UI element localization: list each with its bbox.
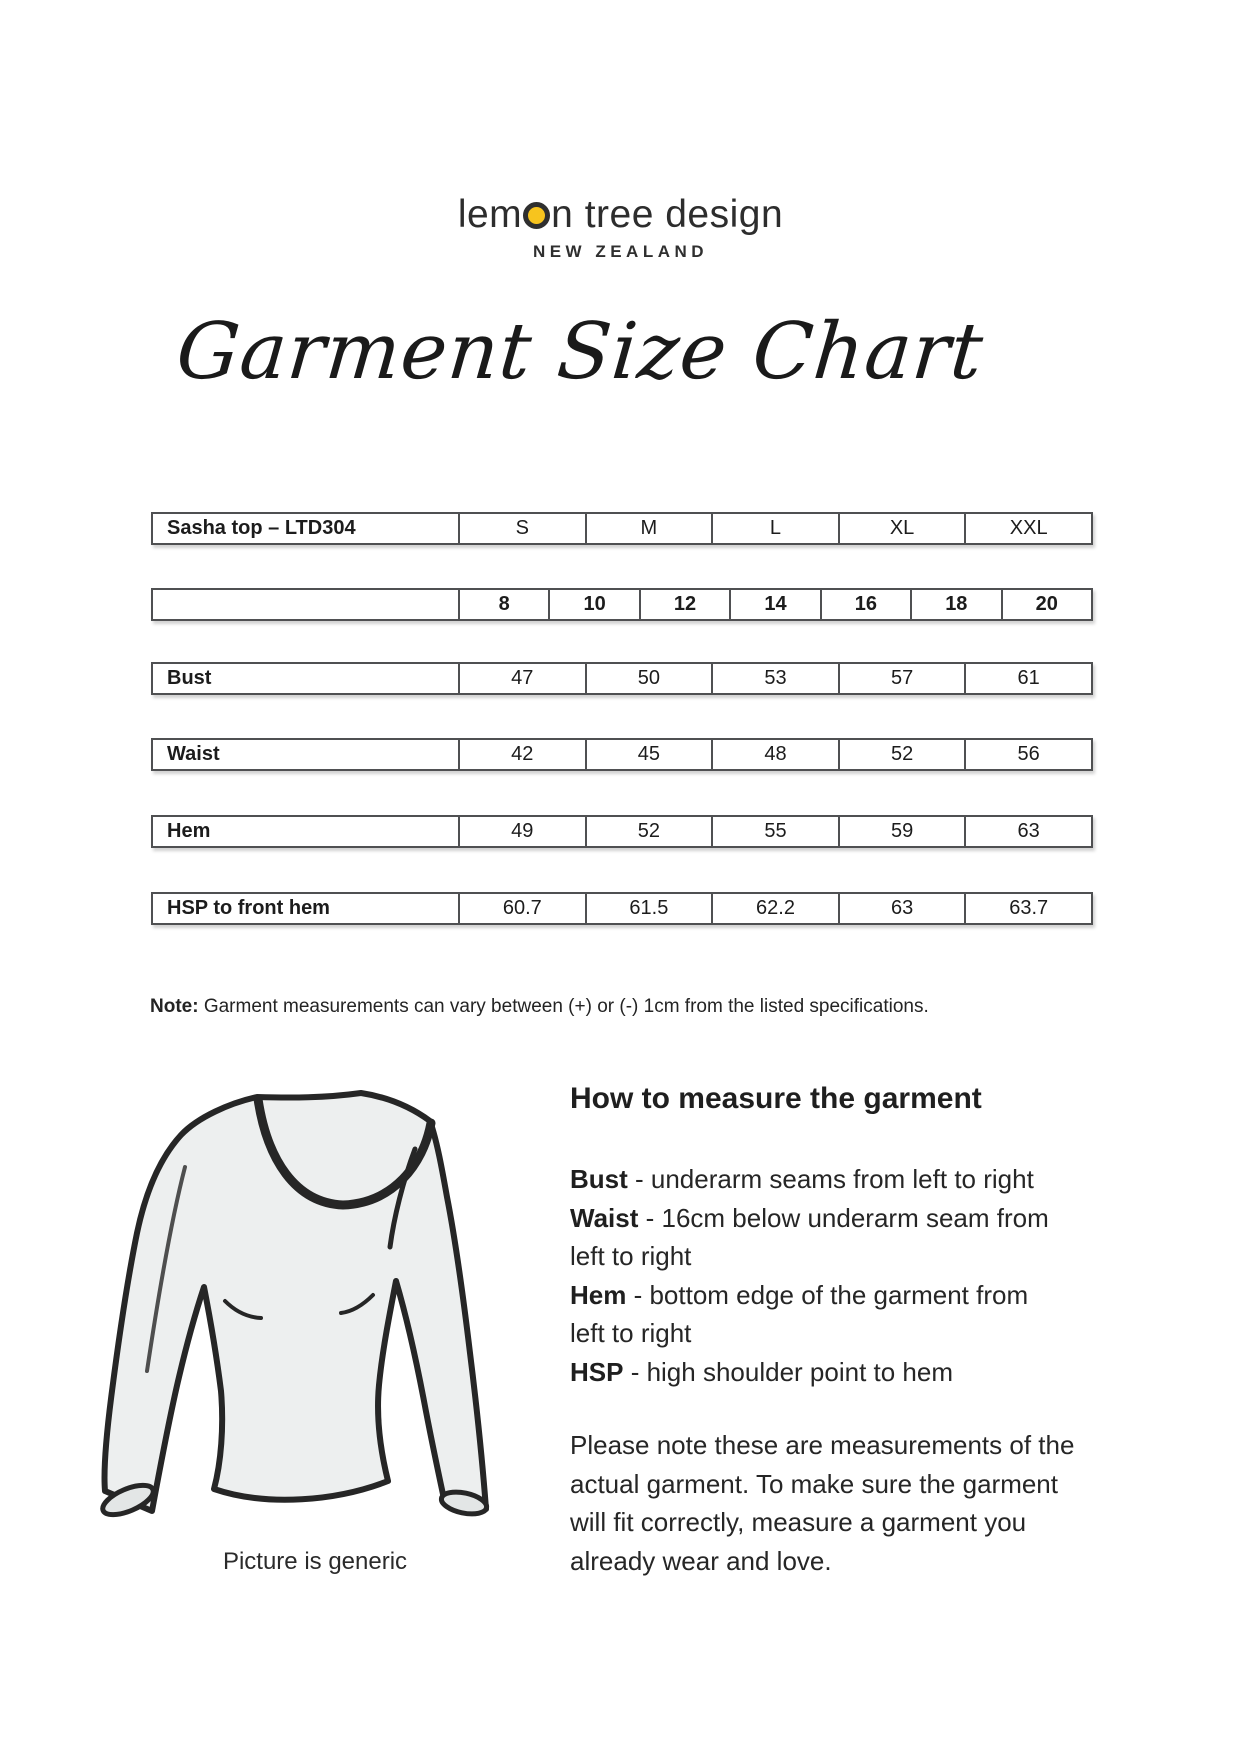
measure-cell: 56	[964, 740, 1091, 769]
tolerance-note	[150, 996, 929, 1018]
paragraph-line: Please note these are measurements of the	[570, 1430, 1075, 1460]
size-cell: XXL	[964, 514, 1091, 543]
measure-row-hsp	[151, 892, 1093, 925]
measure-cell: 50	[585, 664, 712, 693]
measure-label: Hem	[153, 817, 460, 846]
definition-line: left to right	[570, 1241, 692, 1272]
size-cell: 10	[548, 590, 638, 619]
measure-row-bust	[151, 662, 1093, 695]
measure-cell: 55	[711, 817, 838, 846]
how-to-measure-heading: How to measure the garment	[570, 1082, 982, 1115]
measure-cell: 53	[711, 664, 838, 693]
size-cell: L	[711, 514, 838, 543]
measure-cell: 63.7	[964, 894, 1091, 923]
measure-row-hem	[151, 815, 1093, 848]
measure-cell: 42	[511, 743, 534, 765]
brand-logo	[0, 194, 1241, 262]
measure-cell: 62.2	[711, 894, 838, 923]
brand-name	[0, 194, 1241, 237]
measure-cell: 61	[964, 664, 1091, 693]
size-cell: 20	[1001, 590, 1091, 619]
brand-text-pre: lem	[457, 193, 523, 236]
measure-cell: 59	[838, 817, 965, 846]
size-cell: 12	[639, 590, 729, 619]
measure-cell: 57	[838, 664, 965, 693]
measure-cell: 49	[511, 820, 534, 842]
how-to-measure-definitions	[570, 1160, 1230, 1392]
definition-line: HSP - high shoulder point to hem	[570, 1356, 954, 1387]
size-cell: S	[515, 517, 529, 539]
measure-cell: 52	[585, 817, 712, 846]
product-name: Sasha top – LTD304	[153, 514, 460, 543]
paragraph-line: already wear and love.	[570, 1545, 832, 1576]
size-row-numeric	[151, 588, 1093, 621]
definition-line: Bust - underarm seams from left to right	[570, 1164, 1034, 1194]
measure-label: HSP to front hem	[153, 894, 460, 923]
measure-cell: 47	[511, 667, 534, 689]
size-row-product	[151, 512, 1093, 545]
definition-line: left to right	[570, 1318, 692, 1349]
illustration-caption: Picture is generic	[222, 1548, 408, 1575]
brand-text-post: n tree design	[551, 193, 784, 236]
measure-cell: 45	[585, 740, 712, 769]
measure-label: Waist	[153, 740, 460, 769]
size-cell: 14	[729, 590, 819, 619]
brand-country: NEW ZEALAND	[532, 241, 709, 261]
fit-advice-paragraph	[570, 1426, 1230, 1580]
empty-label-cell	[153, 590, 460, 619]
size-cell: 16	[820, 590, 910, 619]
paragraph-line: will fit correctly, measure a garment you	[570, 1507, 1027, 1538]
paragraph-line: actual garment. To make sure the garment	[570, 1468, 1058, 1499]
page-title: Garment Size Chart	[173, 307, 988, 397]
size-cell: 8	[498, 593, 510, 615]
measure-label: Bust	[153, 664, 460, 693]
measure-cell: 61.5	[585, 894, 712, 923]
size-cell: M	[585, 514, 712, 543]
note-text: Garment measurements can vary between (+) or (-) 1cm from the listed specifications.	[198, 996, 929, 1017]
measure-cell: 63	[838, 894, 965, 923]
size-cell: 18	[910, 590, 1000, 619]
garment-illustration	[95, 1070, 495, 1540]
measure-cell: 63	[964, 817, 1091, 846]
lemon-dot-icon	[523, 202, 550, 229]
size-cell: XL	[838, 514, 965, 543]
measure-cell: 60.7	[502, 897, 542, 919]
measure-row-waist	[151, 738, 1093, 771]
note-lead: Note:	[150, 996, 199, 1017]
definition-line: Waist - 16cm below underarm seam from	[570, 1202, 1049, 1233]
measure-cell: 48	[711, 740, 838, 769]
garment-body	[104, 1093, 486, 1511]
measure-cell: 52	[838, 740, 965, 769]
definition-line: Hem - bottom edge of the garment from	[570, 1279, 1029, 1310]
